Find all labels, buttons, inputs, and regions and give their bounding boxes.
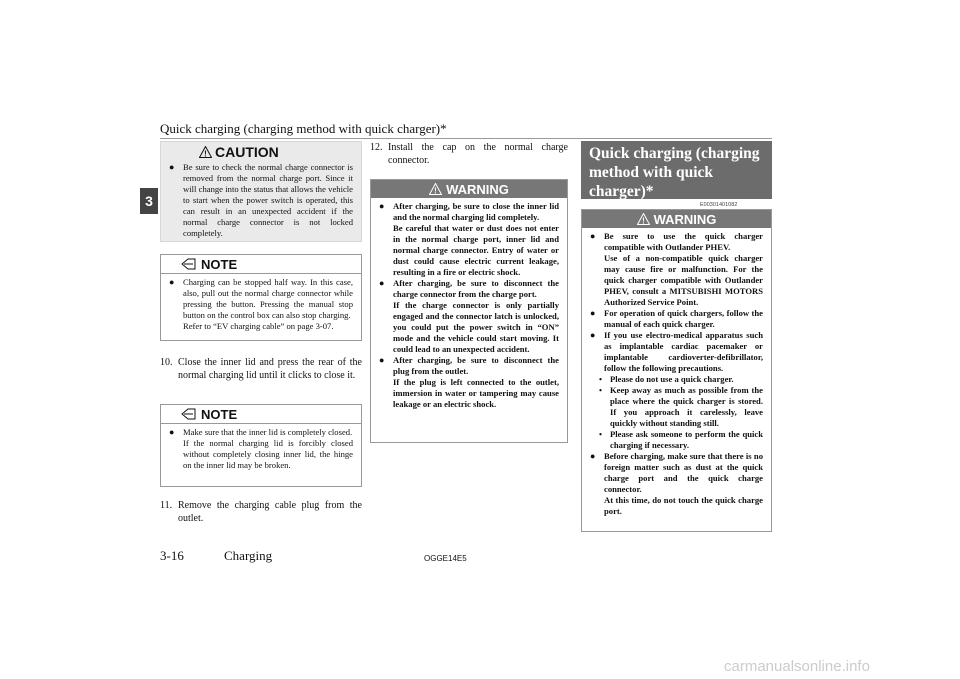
svg-text:!: !	[641, 216, 645, 225]
caution-box	[160, 141, 362, 242]
bullet-icon: ●	[379, 201, 385, 211]
svg-text:!: !	[434, 186, 437, 195]
warning-item: ● For operation of quick chargers, follow the manual of each quick charger.	[590, 308, 763, 329]
svg-text:!: !	[204, 149, 207, 158]
warning-item: ● After charging, be sure to disconnect the charge connector from the charge port. If the charge connector is only partially engaged and the connector latch is unlocked, you could put the power switch in “ON” mode and the vehicle could start moving. It could lead to an unexpected accident.	[379, 278, 559, 354]
warning-box-right	[581, 209, 772, 532]
step-10: 10. Close the inner lid and press the rear of the normal charging lid until it clicks to close it.	[160, 357, 362, 381]
bullet-icon: ●	[169, 277, 175, 287]
caution-item: ● Be sure to check the normal charge connector is removed from the normal charge port. Since it will change into the status that allows the vehicle to start when the power switch is operated, this can result in an unexpected accident if the normal charge connector is not locked completely.	[169, 162, 353, 238]
warning-subitem: • Keep away as much as possible from the place where the quick charger is stored. If you approach it carelessly, leave quickly without standing still.	[599, 385, 763, 428]
bullet-icon: ●	[169, 162, 175, 172]
bullet-icon: ●	[590, 308, 596, 318]
running-header: Quick charging (charging method with quick charger)*	[160, 121, 447, 136]
footer-code: OGGE14E5	[424, 554, 467, 563]
section-code: E00301401082	[700, 202, 738, 208]
warning-subitem: • Please ask someone to perform the quick charging if necessary.	[599, 429, 763, 450]
warning-box-middle	[370, 179, 568, 443]
bullet-icon: ●	[590, 330, 596, 340]
step-11: 11. Remove the charging cable plug from the outlet.	[160, 500, 362, 524]
bullet-icon: ●	[379, 278, 385, 288]
warning-item: ● After charging, be sure to disconnect the plug from the outlet. If the plug is left connected to the outlet, immersion in water or tampering may cause leakage or an electric shock.	[379, 355, 559, 409]
note-icon	[181, 258, 197, 270]
bullet-icon: ●	[590, 231, 596, 241]
warning-item: ● Before charging, make sure that there is no foreign matter such as dust at the quick charge port and the quick charge connector. At this time, do not touch the quick charge port.	[590, 451, 763, 516]
bullet-icon: ●	[379, 355, 385, 365]
note-box-1	[160, 254, 362, 341]
section-title: Quick charging (charging method with quick charger)*	[581, 141, 772, 199]
caution-icon	[199, 146, 212, 158]
warning-item: ● After charging, be sure to close the inner lid and the normal charging lid completely. Be careful that water or dust does not enter in the normal charge port, inner lid and normal charge connector. Entry of water or dust could cause electric current leakage, resulting in a fire or electric shock.	[379, 201, 559, 277]
note-icon	[181, 408, 197, 420]
note-item: ● Make sure that the inner lid is completely closed. If the normal charging lid is forcibly closed without completely closing inner lid, the hinge on the inner lid may be broken.	[169, 427, 353, 470]
footer-section: Charging	[224, 548, 273, 563]
caution-title: CAUTION	[215, 144, 279, 160]
section-tab: 3	[140, 188, 158, 214]
note-item: ● Charging can be stopped half way. In this case, also, pull out the normal charge connector while pressing the button. Pressing the manual stop button on the control box can also stop charging. Refer to “EV charging cable” on page 3-07.	[169, 277, 353, 331]
step-12: 12. Install the cap on the normal charge connector.	[370, 142, 568, 166]
bullet-icon: ●	[169, 427, 175, 437]
bullet-icon: ●	[590, 451, 596, 461]
warning-icon	[429, 183, 442, 195]
watermark[interactable]: carmanualsonline.info	[724, 658, 870, 675]
note-title: NOTE	[201, 256, 238, 272]
warning-title: WARNING	[653, 211, 717, 227]
warning-item: ● Be sure to use the quick charger compatible with Outlander PHEV. Use of a non-compatible quick charger may cause fire or malfunction. For the quick charger compatible with Outlander PHEV, consult a MITSUBISHI MOTORS Authorized Service Point.	[590, 231, 763, 307]
note-title: NOTE	[201, 406, 238, 422]
warning-item: ● If you use electro-medical apparatus such as implantable cardiac pacemaker or implantable cardioverter-defibrillator, follow the following precautions.	[590, 330, 763, 373]
warning-title: WARNING	[446, 181, 509, 197]
warning-icon	[637, 213, 650, 225]
header-rule	[160, 138, 772, 139]
warning-subitem: • Please do not use a quick charger.	[599, 374, 734, 384]
note-box-2	[160, 404, 362, 487]
page-number: 3-16	[160, 548, 184, 563]
